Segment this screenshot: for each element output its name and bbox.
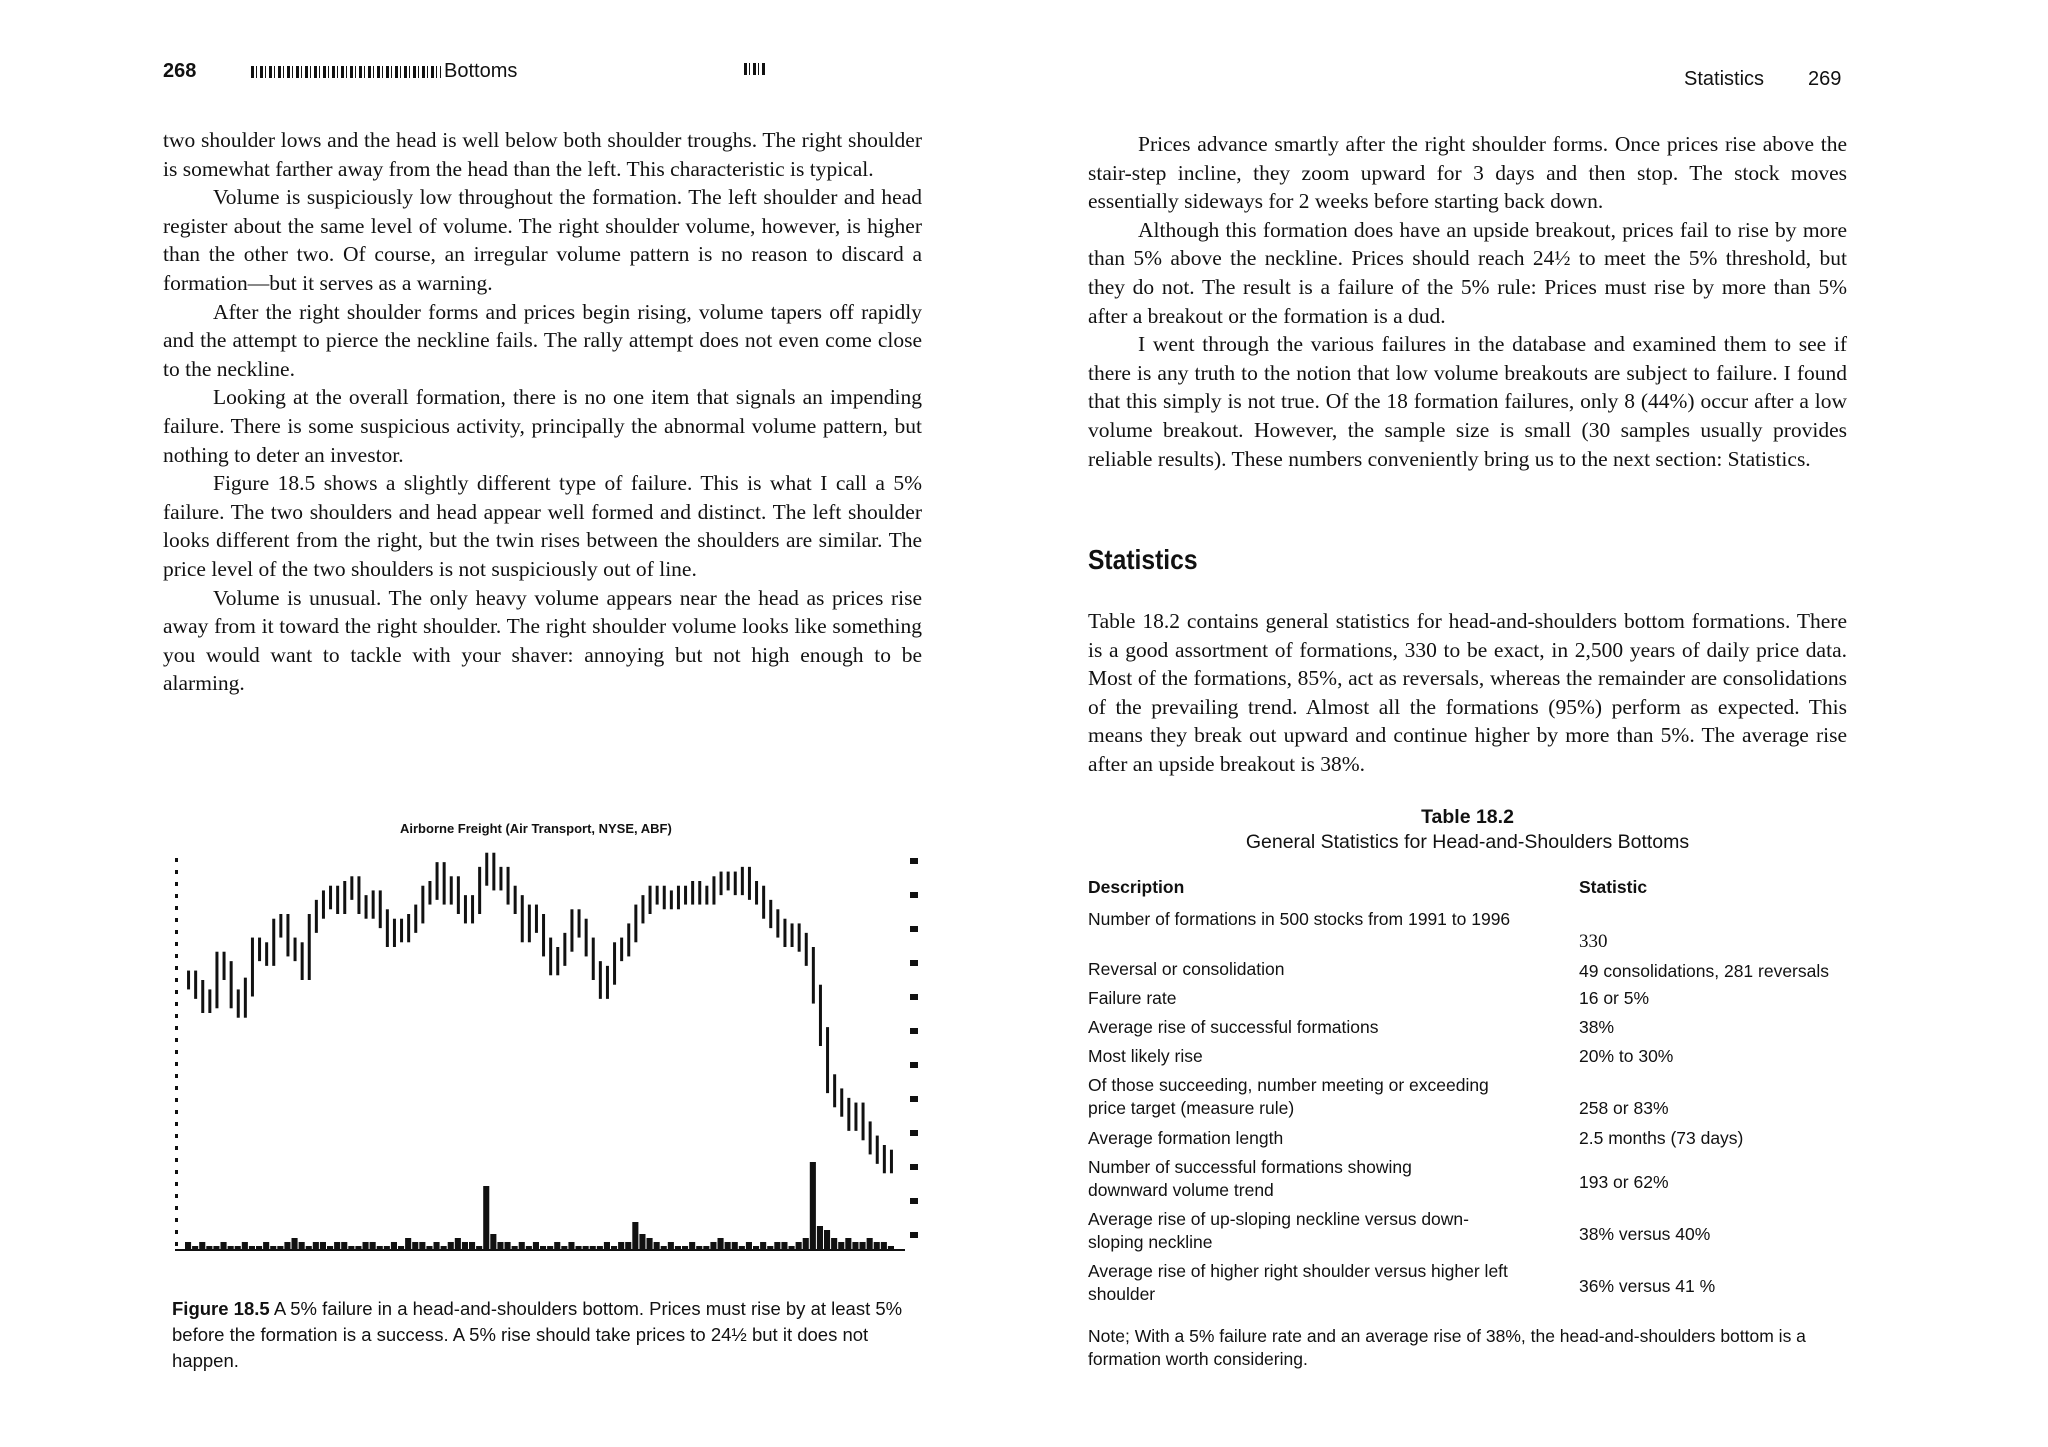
- row-description: Reversal or consolidation: [1088, 959, 1285, 979]
- row-statistic: 38%: [1579, 1017, 1615, 1037]
- axis-tick: [910, 994, 918, 1000]
- row-statistic: 20% to 30%: [1579, 1046, 1674, 1066]
- axis-dot: [175, 930, 178, 934]
- axis-tick: [910, 1062, 918, 1068]
- volume-bar: [725, 1242, 731, 1250]
- volume-bar: [796, 1242, 802, 1250]
- axis-dot: [175, 882, 178, 886]
- axis-dot: [175, 978, 178, 982]
- volume-bar: [874, 1242, 880, 1250]
- section-heading: Statistics: [1088, 544, 1198, 575]
- axis-dot: [175, 942, 178, 946]
- volume-bar: [781, 1242, 787, 1250]
- volume-bar: [533, 1242, 539, 1250]
- volume-bar: [803, 1238, 809, 1250]
- volume-bar: [313, 1242, 319, 1250]
- volume-bar: [618, 1242, 624, 1250]
- axis-dot: [175, 1110, 178, 1114]
- volume-bar: [221, 1242, 227, 1250]
- stray-mark: [741, 57, 769, 80]
- volume-bar: [242, 1242, 248, 1250]
- paragraph: Looking at the overall formation, there is no one item that signals an impending failure. There is some suspicious activity, principally the abnormal volume pattern, but nothing to deter an investor.: [163, 385, 922, 467]
- paragraph: Figure 18.5 shows a slightly different type of failure. This is what I call a 5% failure. The two shoulders and head appear well formed and distinct. The left shoulder looks different from the right, but the twin rises between the shoulders are similar. The price level of the two shoulders is not suspiciously out of line.: [163, 471, 922, 581]
- volume-bar: [299, 1242, 305, 1250]
- paragraph: I went through the various failures in the database and examined them to see if there is any truth to the notion that low volume breakouts are subject to failure. I found that this simply is not true. Of the 18 formation failures, only 8 (44%) occur after a low volume breakout. However, the sample size is small (30 samples usually provides reliable results). These numbers conveniently bring us to the next section: Statistics.: [1088, 332, 1847, 471]
- volume-bar: [760, 1242, 766, 1250]
- figure-caption-text: A 5% failure in a head-and-shoulders bottom. Prices must rise by at least 5% before the formation is a success. A 5% rise should take prices to 24½ but it does not happen.: [172, 1298, 903, 1371]
- right-page-number: 269: [1808, 68, 1842, 90]
- axis-dot: [175, 1038, 178, 1042]
- row-description: Failure rate: [1088, 988, 1177, 1008]
- table-note: Note; With a 5% failure rate and an average rise of 38%, the head-and-shoulders bottom is a formation worth considering.: [1088, 1326, 1806, 1369]
- volume-bar: [483, 1186, 489, 1250]
- row-statistic: 2.5 months (73 days): [1579, 1128, 1744, 1148]
- volume-bar: [419, 1242, 425, 1250]
- volume-bar: [831, 1238, 837, 1250]
- row-statistic: 193 or 62%: [1579, 1172, 1669, 1192]
- volume-bar: [412, 1242, 418, 1250]
- volume-bar: [497, 1242, 503, 1250]
- axis-tick: [910, 1198, 918, 1204]
- volume-bar: [405, 1238, 411, 1250]
- axis-tick: [910, 858, 918, 864]
- table-number: Table 18.2: [1421, 806, 1514, 828]
- left-page-number: 268: [163, 60, 197, 82]
- right-running-head: Statistics: [1684, 68, 1765, 90]
- axis-dot: [175, 894, 178, 898]
- axis-dot: [175, 1122, 178, 1126]
- row-statistic: 38% versus 40%: [1579, 1224, 1711, 1244]
- row-description: Most likely rise: [1088, 1046, 1203, 1066]
- volume-bar: [654, 1242, 660, 1250]
- volume-bar: [817, 1226, 823, 1250]
- axis-dot: [175, 918, 178, 922]
- axis-dot: [175, 1194, 178, 1198]
- axis-dot: [175, 1182, 178, 1186]
- right-body-text-stats: [1088, 607, 1847, 779]
- volume-bar: [852, 1242, 858, 1250]
- col-header-description: Description: [1088, 877, 1185, 897]
- row-statistic: 258 or 83%: [1579, 1098, 1669, 1118]
- axis-dot: [175, 1002, 178, 1006]
- row-statistic: 16 or 5%: [1579, 988, 1650, 1008]
- volume-bar: [341, 1242, 347, 1250]
- volume-bar: [462, 1242, 468, 1250]
- garbled-glyphs-icon: [251, 66, 441, 78]
- volume-bar: [625, 1242, 631, 1250]
- volume-bar: [838, 1242, 844, 1250]
- volume-bar: [448, 1242, 454, 1250]
- right-page: [1024, 0, 2048, 1447]
- volume-bar: [732, 1242, 738, 1250]
- left-body-text: [163, 126, 922, 698]
- axis-dot: [175, 1218, 178, 1222]
- volume-bar: [632, 1222, 638, 1250]
- statistics-table: [1088, 876, 1848, 1316]
- price-chart: [165, 838, 925, 1278]
- axis-tick: [910, 1164, 918, 1170]
- row-description: Average rise of higher right shoulder versus higher left shoulder: [1088, 1261, 1508, 1304]
- volume-bar: [824, 1230, 830, 1250]
- volume-bar: [881, 1242, 887, 1250]
- row-statistic: 330: [1579, 931, 1608, 952]
- axis-dot: [175, 1086, 178, 1090]
- axis-tick: [910, 926, 918, 932]
- axis-dot: [175, 1170, 178, 1174]
- volume-bar: [689, 1242, 695, 1250]
- axis-dot: [175, 1074, 178, 1078]
- volume-bar: [505, 1242, 511, 1250]
- volume-bar: [554, 1242, 560, 1250]
- axis-dot: [175, 1230, 178, 1234]
- volume-bar: [185, 1242, 191, 1250]
- paragraph: Prices advance smartly after the right shoulder forms. Once prices rise above the stair-step incline, they zoom upward for 3 days and then stop. The stock moves essentially sideways for 2 weeks before starting back down.: [1088, 132, 1847, 214]
- row-description: Average rise of successful formations: [1088, 1017, 1379, 1037]
- volume-bar: [469, 1242, 475, 1250]
- volume-bar: [199, 1242, 205, 1250]
- paragraph: Volume is suspiciously low throughout the formation. The left shoulder and head register about the same level of volume. The right shoulder volume, however, is higher than the other two. Of course, an irregular volume pattern is no reason to discard a formation—but it serves as a warning.: [163, 185, 922, 295]
- volume-bar: [810, 1162, 816, 1250]
- volume-bar: [746, 1242, 752, 1250]
- volume-bar: [434, 1242, 440, 1250]
- paragraph: two shoulder lows and the head is well below both shoulder troughs. The right shoulder is somewhat farther away from the head than the left. This characteristic is typical.: [163, 128, 922, 181]
- right-body-text-top: [1088, 130, 1847, 473]
- volume-bar: [370, 1242, 376, 1250]
- row-description: Average formation length: [1088, 1128, 1284, 1148]
- row-statistic: 49 consolidations, 281 reversals: [1579, 961, 1830, 981]
- axis-dot: [175, 1014, 178, 1018]
- paragraph: Table 18.2 contains general statistics for head-and-shoulders bottom formations. There is a good assortment of formations, 330 to be exact, in 2,500 years of daily price data. Most of the formations, 85%, act as reversals, whereas the remainder are consolidations of the prevailing trend. Almost all the formations (95%) perform as expected. This means they break out upward and continue higher by more than 5%. The average rise after an upside breakout is 38%.: [1088, 609, 1847, 776]
- axis-tick: [910, 1096, 918, 1102]
- axis-dot: [175, 1062, 178, 1066]
- paragraph: After the right shoulder forms and prices begin rising, volume tapers off rapidly and the attempt to pierce the neckline fails. The rally attempt does not even come close to the neckline.: [163, 299, 922, 381]
- volume-bar: [292, 1238, 298, 1250]
- axis-tick: [910, 960, 918, 966]
- axis-dot: [175, 954, 178, 958]
- row-description: Average rise of up-sloping neckline versus down-sloping neckline: [1088, 1209, 1469, 1252]
- axis-tick: [910, 892, 918, 898]
- row-description: Number of successful formations showing downward volume trend: [1088, 1157, 1412, 1200]
- running-head-suffix: Bottoms: [444, 60, 518, 82]
- axis-dot: [175, 1134, 178, 1138]
- row-description: Number of formations in 500 stocks from 1991 to 1996: [1088, 909, 1511, 929]
- axis-dot: [175, 858, 178, 862]
- axis-dot: [175, 990, 178, 994]
- volume-bar: [263, 1242, 269, 1250]
- volume-bar: [668, 1242, 674, 1250]
- volume-bar: [718, 1238, 724, 1250]
- axis-tick: [910, 1130, 918, 1136]
- volume-bar: [568, 1242, 574, 1250]
- volume-bar: [284, 1242, 290, 1250]
- axis-tick: [910, 1028, 918, 1034]
- paragraph: Although this formation does have an upside breakout, prices fail to rise by more than 5% above the neckline. Prices should reach 24½ to meet the 5% threshold, but they do not. The result is a failure of the 5% rule: Prices must rise by more than 5% after a breakout or the formation is a dud.: [1088, 217, 1847, 328]
- axis-dot: [175, 1146, 178, 1150]
- volume-bar: [320, 1242, 326, 1250]
- paragraph: Volume is unusual. The only heavy volume appears near the head as prices rise away from it toward the right shoulder. The right shoulder volume looks like something you would want to tackle with your shaver: annoying but not high enough to be alarming.: [163, 585, 922, 696]
- axis-dot: [175, 1242, 178, 1246]
- volume-bar: [710, 1242, 716, 1250]
- axis-dot: [175, 870, 178, 874]
- volume-bar: [334, 1242, 340, 1250]
- col-header-statistic: Statistic: [1579, 877, 1648, 897]
- volume-bar: [455, 1238, 461, 1250]
- volume-bar: [845, 1238, 851, 1250]
- axis-dot: [175, 966, 178, 970]
- row-statistic: 36% versus 41 %: [1579, 1276, 1716, 1296]
- axis-dot: [175, 1158, 178, 1162]
- axis-dot: [175, 1098, 178, 1102]
- chart-title: Airborne Freight (Air Transport, NYSE, ABF): [400, 821, 672, 836]
- volume-bar: [774, 1242, 780, 1250]
- volume-bar: [363, 1242, 369, 1250]
- volume-bar: [860, 1242, 866, 1250]
- table-title: General Statistics for Head-and-Shoulders Bottoms: [1245, 831, 1690, 853]
- figure-caption: [172, 1296, 924, 1374]
- axis-dot: [175, 906, 178, 910]
- axis-tick: [910, 1232, 918, 1238]
- row-description: Of those succeeding, number meeting or exceeding price target (measure rule): [1088, 1075, 1489, 1118]
- left-running-head: [248, 60, 517, 83]
- axis-dot: [175, 1026, 178, 1030]
- volume-bar: [639, 1234, 645, 1250]
- figure-label: Figure 18.5: [172, 1298, 270, 1319]
- volume-bar: [391, 1242, 397, 1250]
- garbled-glyphs-icon: [744, 63, 766, 75]
- volume-bar: [604, 1242, 610, 1250]
- volume-bar: [867, 1238, 873, 1250]
- axis-dot: [175, 1050, 178, 1054]
- axis-dot: [175, 1206, 178, 1210]
- volume-bar: [519, 1242, 525, 1250]
- volume-bar: [647, 1238, 653, 1250]
- volume-bar: [490, 1234, 496, 1250]
